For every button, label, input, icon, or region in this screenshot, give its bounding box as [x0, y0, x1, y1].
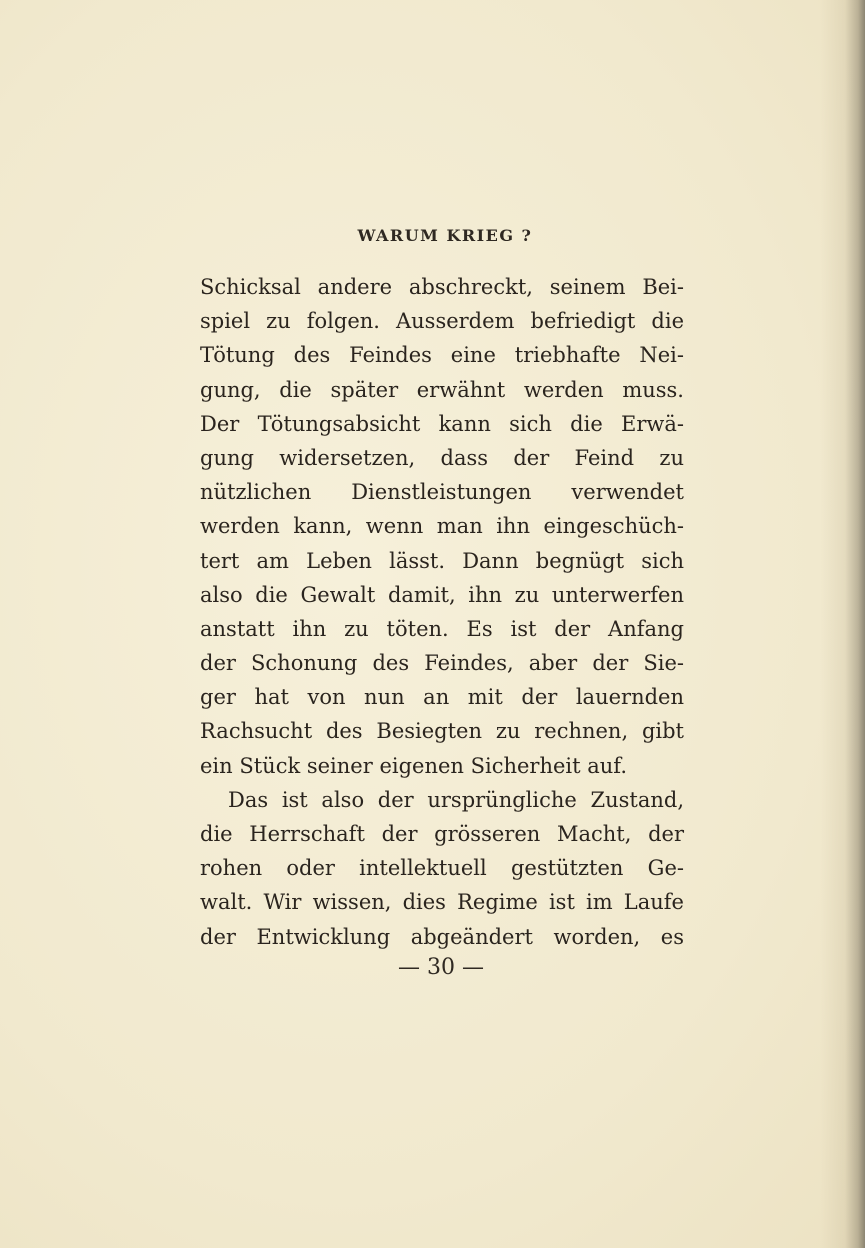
- text-line: also die Gewalt damit, ihn zu unterwerfen: [200, 582, 684, 607]
- text-line: rohen oder intellektuell gestützten Ge-: [200, 856, 684, 881]
- text-line: Das ist also der ursprüngliche Zustand,: [228, 787, 684, 812]
- text-line: spiel zu folgen. Ausserdem befriedigt die: [200, 309, 684, 334]
- text-line: nützlichen Dienstleistungen verwendet: [200, 480, 684, 505]
- text-line: der Entwicklung abgeändert worden, es: [200, 924, 684, 949]
- text-line: Der Tötungsabsicht kann sich die Erwä-: [200, 411, 684, 436]
- text-line: Schicksal andere abschreckt, seinem Bei-: [200, 275, 684, 299]
- text-line: anstatt ihn zu töten. Es ist der Anfang: [200, 616, 684, 641]
- text-line: die Herrschaft der grösseren Macht, der: [200, 822, 684, 846]
- page-number: — 30 —: [398, 955, 484, 980]
- text-line: Rachsucht des Besiegten zu rechnen, gibt: [200, 719, 684, 744]
- text-line: walt. Wir wissen, dies Regime ist im Laufe: [200, 890, 684, 915]
- text-line: ger hat von nun an mit der lauernden: [200, 685, 684, 710]
- running-head: WARUM KRIEG ?: [357, 226, 533, 245]
- text-line: tert am Leben lässt. Dann begnügt sich: [200, 548, 684, 573]
- text-line: Tötung des Feindes eine triebhafte Nei-: [200, 343, 684, 368]
- text-line: werden kann, wenn man ihn eingeschüch-: [200, 514, 684, 539]
- text-line: ein Stück seiner eigenen Sicherheit auf.: [200, 753, 627, 778]
- text-line: der Schonung des Feindes, aber der Sie-: [200, 651, 684, 676]
- text-line: gung widersetzen, dass der Feind zu: [200, 445, 684, 470]
- text-line: gung, die später erwähnt werden muss.: [200, 377, 684, 402]
- body-text: [200, 270, 684, 954]
